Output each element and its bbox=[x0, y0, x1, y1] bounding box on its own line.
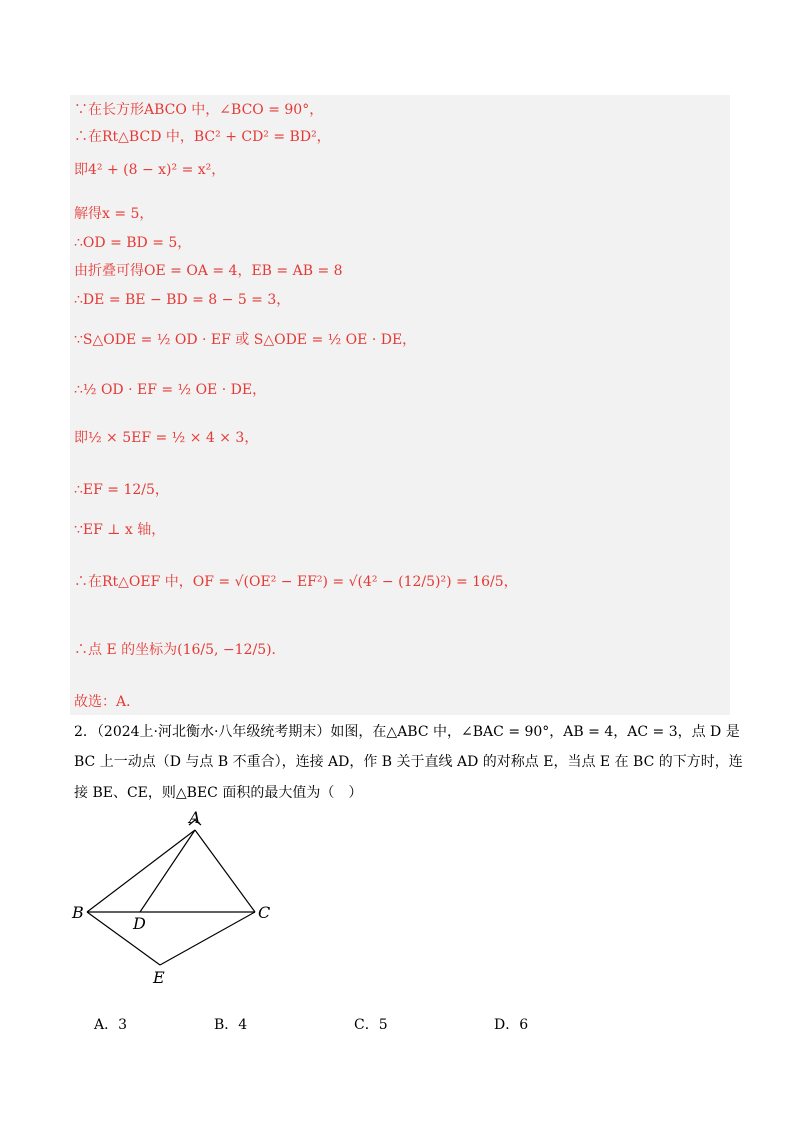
option-b: B．4 bbox=[214, 1017, 248, 1033]
option-d: D．6 bbox=[494, 1017, 529, 1033]
solution-line-4: 解得x = 5， bbox=[74, 206, 154, 222]
triangle-figure bbox=[60, 805, 300, 1005]
solution-background bbox=[70, 95, 730, 715]
solution-line-10: 即½ × 5EF = ½ × 4 × 3， bbox=[74, 430, 259, 446]
solution-line-14: ∴点 E 的坐标为(16/5, −12/5)． bbox=[74, 642, 286, 658]
solution-line-7: ∴DE = BE − BD = 8 − 5 = 3， bbox=[74, 292, 291, 308]
solution-line-5: ∴OD = BD = 5， bbox=[74, 235, 192, 251]
solution-line-11: ∴EF = 12/5， bbox=[74, 482, 169, 498]
label-b: B bbox=[72, 903, 84, 922]
solution-line-2: ∴在Rt△BCD 中，BC² + CD² = BD²， bbox=[74, 129, 331, 145]
label-a: A bbox=[189, 808, 201, 827]
option-a: A．3 bbox=[94, 1017, 128, 1033]
label-e: E bbox=[153, 968, 165, 987]
solution-line-9: ∴½ OD · EF = ½ OE · DE， bbox=[74, 382, 267, 398]
segment-ab bbox=[87, 830, 195, 912]
solution-line-3: 即4² + (8 − x)² = x²， bbox=[74, 162, 226, 178]
question-line-2: BC 上一动点（D 与点 B 不重合），连接 AD，作 B 关于直线 AD 的对称点 E，当点 E 在 BC 的下方时，连 bbox=[74, 754, 743, 770]
question-line-3: 接 BE、CE，则△BEC 面积的最大值为（ ） bbox=[74, 785, 363, 801]
segment-ac bbox=[195, 830, 255, 912]
label-d: D bbox=[133, 914, 146, 933]
solution-answer: 故选：A． bbox=[74, 694, 141, 710]
segment-be bbox=[87, 912, 160, 965]
label-c: C bbox=[258, 903, 271, 922]
solution-line-12: ∵EF ⊥ x 轴， bbox=[74, 522, 166, 538]
solution-line-13: ∴在Rt△OEF 中，OF = √(OE² − EF²) = √(4² − (12/5)²) = 16/5， bbox=[74, 574, 518, 590]
solution-line-6: 由折叠可得OE = OA = 4，EB = AB = 8 bbox=[74, 263, 343, 279]
solution-line-1: ∵在长方形ABCO 中，∠BCO = 90°， bbox=[74, 102, 324, 118]
segment-ce bbox=[160, 912, 255, 965]
segment-ad bbox=[140, 830, 195, 912]
solution-line-8: ∵S△ODE = ½ OD · EF 或 S△ODE = ½ OE · DE， bbox=[74, 332, 417, 348]
option-c: C．5 bbox=[354, 1017, 388, 1033]
question-line-1: 2．（2024上·河北衡水·八年级统考期末）如图，在△ABC 中，∠BAC = 90°，AB = 4，AC = 3，点 D 是 bbox=[74, 724, 740, 740]
